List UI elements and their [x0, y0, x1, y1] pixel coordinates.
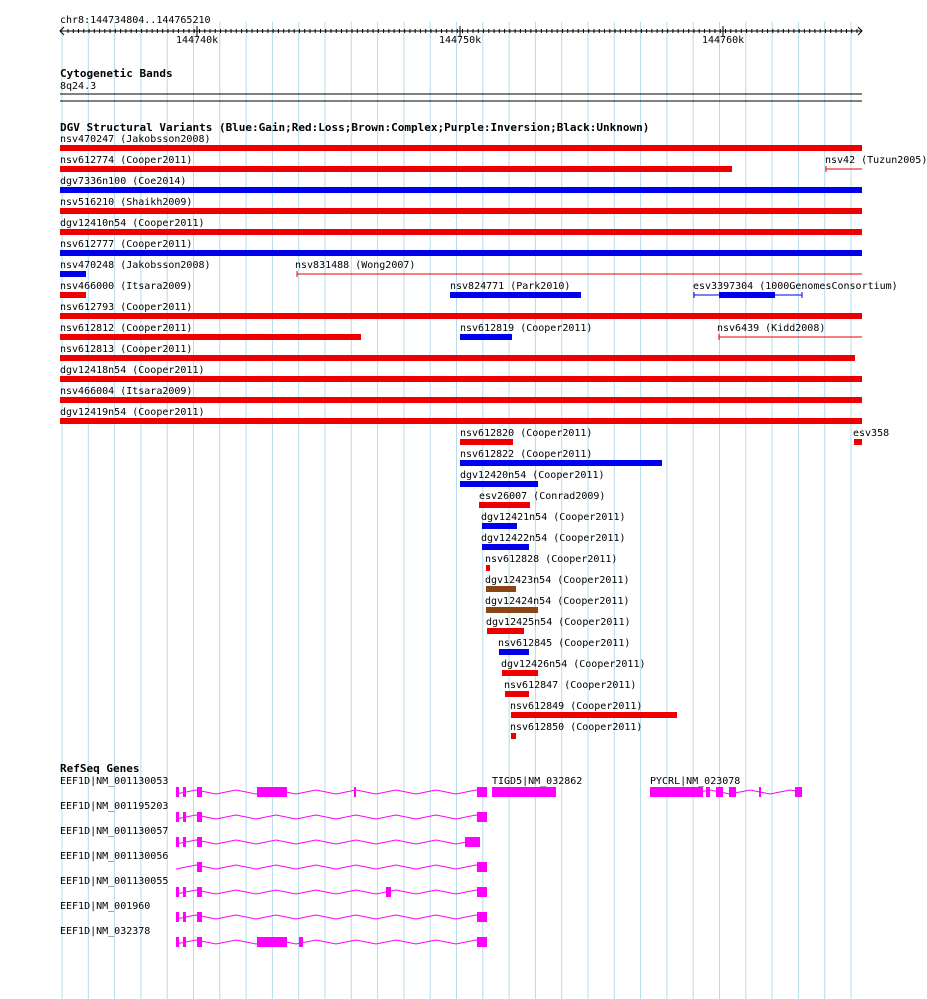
cytoband-track-title[interactable]: Cytogenetic Bands — [60, 67, 173, 80]
dgv-feature-bar[interactable] — [486, 586, 516, 592]
gene-exon[interactable] — [197, 862, 202, 872]
dgv-feature-label[interactable]: dgv7336n100 (Coe2014) — [60, 176, 187, 187]
dgv-feature-label[interactable]: nsv470247 (Jakobsson2008) — [60, 134, 211, 145]
dgv-feature-label[interactable]: nsv470248 (Jakobsson2008) — [60, 260, 211, 271]
dgv-feature-label[interactable]: dgv12419n54 (Cooper2011) — [60, 407, 205, 418]
dgv-feature-label[interactable]: nsv612828 (Cooper2011) — [485, 554, 618, 565]
dgv-feature-label[interactable]: dgv12418n54 (Cooper2011) — [60, 365, 205, 376]
gene-intron-line — [176, 940, 487, 944]
dgv-feature-label[interactable]: nsv612845 (Cooper2011) — [498, 638, 631, 649]
dgv-feature-bar[interactable] — [460, 460, 662, 466]
gene-intron-line — [176, 865, 487, 869]
ruler-tick-label: 144740k — [176, 35, 219, 46]
gene-exon[interactable] — [197, 787, 202, 797]
gene-exon[interactable] — [197, 887, 202, 897]
dgv-feature-bar[interactable] — [60, 208, 862, 214]
gene-exon[interactable] — [759, 787, 761, 797]
gene-exon[interactable] — [477, 787, 487, 797]
gene-exon[interactable] — [176, 812, 179, 822]
gene-exon[interactable] — [176, 887, 179, 897]
dgv-feature-bar[interactable] — [60, 376, 862, 382]
refseq-gene-label[interactable]: TIGD5|NM_032862 — [492, 776, 583, 787]
dgv-feature-label[interactable]: dgv12410n54 (Cooper2011) — [60, 218, 205, 229]
gene-exon[interactable] — [176, 912, 179, 922]
dgv-track-title[interactable]: DGV Structural Variants (Blue:Gain;Red:Loss;Brown:Complex;Purple:Inversion;Black:Unknown) — [60, 121, 650, 134]
gene-exon[interactable] — [477, 862, 487, 872]
dgv-feature-bar[interactable] — [482, 544, 529, 550]
dgv-feature-bar[interactable] — [511, 733, 516, 739]
dgv-feature-label[interactable]: esv358 — [853, 428, 890, 439]
dgv-feature-block — [719, 292, 775, 298]
refseq-gene-label[interactable]: EEF1D|NM_001130055 — [60, 876, 169, 887]
refseq-track-title[interactable]: RefSeq Genes — [60, 762, 140, 775]
dgv-feature-bar[interactable] — [450, 292, 581, 298]
dgv-feature-label[interactable]: nsv824771 (Park2010) — [450, 281, 571, 292]
dgv-feature-bar[interactable] — [60, 418, 862, 424]
dgv-feature-bar[interactable] — [60, 187, 862, 193]
refseq-gene-models — [176, 787, 802, 947]
ruler-region-label: chr8:144734804..144765210 — [60, 15, 211, 26]
refseq-gene-label[interactable]: EEF1D|NM_001960 — [60, 901, 151, 912]
gene-exon[interactable] — [706, 787, 710, 797]
gene-intron-line — [176, 815, 487, 819]
dgv-feature-bar[interactable] — [60, 355, 855, 361]
gene-exon[interactable] — [257, 787, 287, 797]
dgv-feature-label[interactable]: dgv12421n54 (Cooper2011) — [481, 512, 626, 523]
dgv-feature-label[interactable]: nsv612850 (Cooper2011) — [510, 722, 643, 733]
ruler-tick-label: 144750k — [439, 35, 482, 46]
gene-exon[interactable] — [183, 837, 186, 847]
dgv-feature-label[interactable]: esv3397304 (1000GenomesConsortium) — [693, 281, 898, 292]
dgv-feature-bar[interactable] — [60, 292, 86, 298]
dgv-feature-label[interactable]: esv26007 (Conrad2009) — [479, 491, 606, 502]
dgv-feature-bar[interactable] — [460, 481, 538, 487]
gene-exon[interactable] — [477, 887, 487, 897]
dgv-feature-label[interactable]: nsv612820 (Cooper2011) — [460, 428, 593, 439]
gene-intron-line — [176, 890, 487, 894]
gene-exon[interactable] — [183, 887, 186, 897]
gene-exon[interactable] — [465, 837, 480, 847]
dgv-feature-label[interactable]: nsv612813 (Cooper2011) — [60, 344, 193, 355]
gene-intron-line — [176, 840, 480, 844]
dgv-feature-label[interactable]: nsv612774 (Cooper2011) — [60, 155, 193, 166]
gene-exon[interactable] — [477, 937, 487, 947]
gene-exon[interactable] — [176, 837, 179, 847]
gene-exon[interactable] — [477, 912, 487, 922]
dgv-feature-bar[interactable] — [60, 313, 862, 319]
gene-exon[interactable] — [183, 912, 186, 922]
refseq-gene-label[interactable]: EEF1D|NM_001130053 — [60, 776, 169, 787]
dgv-feature-label[interactable]: nsv466004 (Itsara2009) — [60, 386, 193, 397]
dgv-feature-label[interactable]: nsv612819 (Cooper2011) — [460, 323, 593, 334]
gene-exon[interactable] — [176, 937, 179, 947]
dgv-feature-bar[interactable] — [486, 607, 538, 613]
dgv-feature-label[interactable]: dgv12423n54 (Cooper2011) — [485, 575, 630, 586]
dgv-feature-label[interactable]: nsv612812 (Cooper2011) — [60, 323, 193, 334]
gene-exon[interactable] — [477, 812, 487, 822]
gene-exon[interactable] — [197, 812, 202, 822]
gene-exon[interactable] — [197, 937, 202, 947]
dgv-feature-label[interactable]: nsv612777 (Cooper2011) — [60, 239, 193, 250]
dgv-feature-label[interactable]: nsv6439 (Kidd2008) — [717, 323, 826, 334]
gene-exon[interactable] — [183, 787, 186, 797]
dgv-feature-label[interactable]: dgv12424n54 (Cooper2011) — [485, 596, 630, 607]
refseq-gene-label[interactable]: EEF1D|NM_032378 — [60, 926, 151, 937]
gene-intron-line — [176, 915, 487, 919]
dgv-feature-label[interactable]: dgv12426n54 (Cooper2011) — [501, 659, 646, 670]
dgv-feature-bar[interactable] — [487, 628, 524, 634]
dgv-feature-label[interactable]: dgv12425n54 (Cooper2011) — [486, 617, 631, 628]
dgv-feature-bar[interactable] — [60, 250, 862, 256]
dgv-feature-bar[interactable] — [60, 145, 862, 151]
dgv-feature-bar[interactable] — [60, 229, 862, 235]
dgv-feature-label[interactable]: nsv516210 (Shaikh2009) — [60, 197, 193, 208]
dgv-feature-bar[interactable] — [486, 565, 490, 571]
gene-exon[interactable] — [729, 787, 736, 797]
dgv-feature-bar[interactable] — [479, 502, 530, 508]
dgv-feature-label[interactable]: nsv831488 (Wong2007) — [295, 260, 416, 271]
dgv-feature-label[interactable]: nsv612847 (Cooper2011) — [504, 680, 637, 691]
gene-exon[interactable] — [795, 787, 802, 797]
refseq-gene-label[interactable]: EEF1D|NM_001130056 — [60, 851, 169, 862]
dgv-feature-bar[interactable] — [482, 523, 517, 529]
gene-exon[interactable] — [183, 937, 186, 947]
ruler-tick-label: 144760k — [702, 35, 745, 46]
refseq-gene-label[interactable]: EEF1D|NM_001130057 — [60, 826, 169, 837]
dgv-feature-label[interactable]: nsv42 (Tuzun2005) — [825, 155, 927, 166]
dgv-feature-label[interactable]: dgv12420n54 (Cooper2011) — [460, 470, 605, 481]
gene-exon[interactable] — [386, 887, 391, 897]
gene-exon[interactable] — [197, 837, 202, 847]
gene-exon[interactable] — [492, 787, 556, 797]
cytoband-label: 8q24.3 — [60, 81, 97, 92]
dgv-feature-bar[interactable] — [60, 334, 361, 340]
dgv-feature-bar[interactable] — [854, 439, 862, 445]
gene-exon[interactable] — [650, 787, 703, 797]
dgv-feature-bar[interactable] — [502, 670, 538, 676]
cytoband-lines — [60, 94, 862, 101]
dgv-feature-label[interactable]: nsv612849 (Cooper2011) — [510, 701, 643, 712]
dgv-feature-bar[interactable] — [511, 712, 677, 718]
gene-exon[interactable] — [197, 912, 202, 922]
dgv-feature-label[interactable]: nsv612822 (Cooper2011) — [460, 449, 593, 460]
dgv-feature-bar[interactable] — [499, 649, 529, 655]
dgv-feature-bar[interactable] — [460, 439, 513, 445]
gene-exon[interactable] — [716, 787, 723, 797]
gene-exon[interactable] — [299, 937, 303, 947]
dgv-feature-bar[interactable] — [505, 691, 529, 697]
gene-exon[interactable] — [183, 812, 186, 822]
dgv-feature-bar[interactable] — [460, 334, 512, 340]
gene-exon[interactable] — [257, 937, 287, 947]
refseq-gene-label[interactable]: EEF1D|NM_001195203 — [60, 801, 169, 812]
dgv-track-bars — [60, 145, 862, 739]
gene-exon[interactable] — [354, 787, 356, 797]
gene-exon[interactable] — [176, 787, 179, 797]
dgv-feature-bar[interactable] — [60, 271, 86, 277]
dgv-feature-bar[interactable] — [60, 166, 732, 172]
dgv-feature-label[interactable]: nsv612793 (Cooper2011) — [60, 302, 193, 313]
gene-intron-line — [176, 790, 487, 794]
dgv-feature-label[interactable]: dgv12422n54 (Cooper2011) — [481, 533, 626, 544]
refseq-gene-label[interactable]: PYCRL|NM_023078 — [650, 776, 741, 787]
dgv-feature-bar[interactable] — [60, 397, 862, 403]
dgv-feature-label[interactable]: nsv466000 (Itsara2009) — [60, 281, 193, 292]
